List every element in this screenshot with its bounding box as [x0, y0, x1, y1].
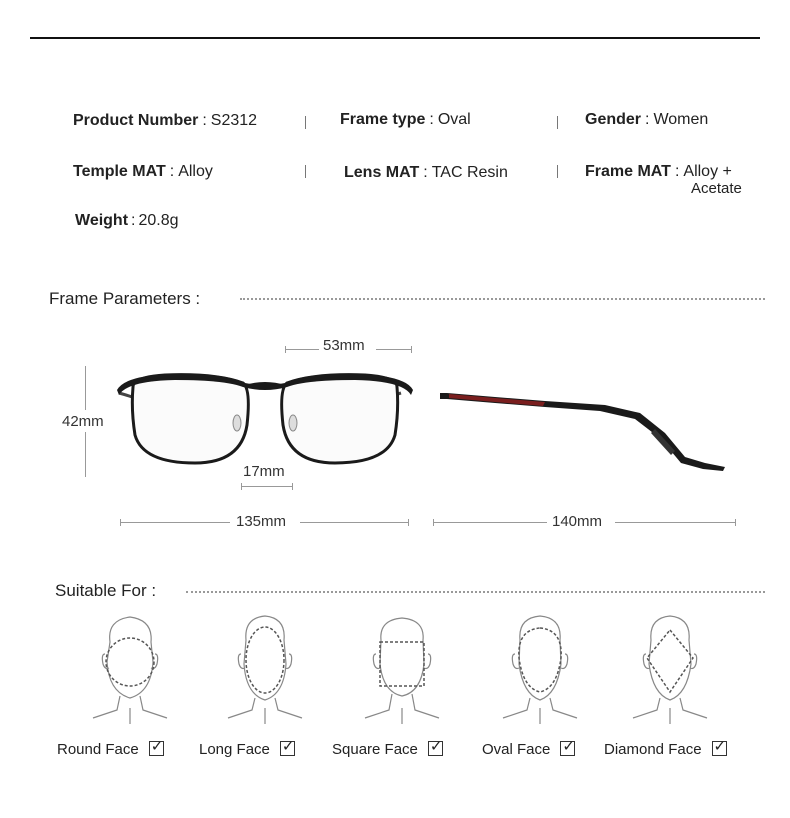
- face-label-round: Round Face✓: [57, 741, 164, 758]
- lens-width-label: 53mm: [323, 337, 365, 354]
- round-face-icon: [85, 612, 175, 727]
- spec-lens-mat: Lens MAT : TAC Resin: [344, 164, 508, 181]
- frame-width-label: 135mm: [236, 513, 287, 530]
- spec-frame-type: Frame type : Oval: [340, 111, 471, 128]
- spec-frame-mat: Frame MAT : Alloy +: [585, 163, 732, 180]
- dimension-line: [376, 349, 412, 350]
- face-label-square: Square Face✓: [332, 741, 443, 758]
- square-face-icon: [357, 612, 447, 727]
- dimension-tick: [285, 346, 286, 353]
- checkbox-checked-icon: [560, 741, 575, 756]
- dimension-tick: [408, 519, 409, 526]
- dimension-tick: [433, 519, 434, 526]
- spec-product-number: Product Number : S2312: [73, 112, 258, 129]
- dimension-line: [285, 349, 319, 350]
- spec-frame-mat-line2: Acetate: [691, 180, 742, 197]
- spec-temple-mat: Temple MAT : Alloy: [73, 163, 213, 180]
- spec-gender: Gender : Women: [585, 111, 709, 128]
- dimension-line: [85, 366, 86, 410]
- dotted-divider: [240, 298, 765, 300]
- glasses-front-image: [105, 365, 425, 475]
- glasses-side-image: [435, 385, 735, 480]
- dimension-tick: [735, 519, 736, 526]
- suitable-for-title: Suitable For :: [55, 581, 157, 600]
- spec-weight: Weight : 20.8g: [75, 212, 179, 229]
- lens-height-label: 42mm: [62, 413, 104, 430]
- spec-divider: [305, 116, 306, 129]
- long-face-icon: [220, 612, 310, 727]
- dimension-tick: [411, 346, 412, 353]
- temple-length-label: 140mm: [552, 513, 603, 530]
- dimension-line: [120, 522, 230, 523]
- top-divider: [30, 37, 760, 39]
- frame-parameters-title: Frame Parameters :: [49, 289, 201, 308]
- oval-face-icon: [495, 612, 585, 727]
- dimension-tick: [120, 519, 121, 526]
- dimension-tick: [292, 483, 293, 490]
- spec-divider: [557, 165, 558, 178]
- spec-divider: [305, 165, 306, 178]
- checkbox-checked-icon: [712, 741, 727, 756]
- dimension-tick: [241, 483, 242, 490]
- dimension-line: [300, 522, 408, 523]
- dotted-divider: [186, 591, 765, 593]
- diamond-face-icon: [625, 612, 715, 727]
- dimension-line: [433, 522, 547, 523]
- face-label-diamond: Diamond Face✓: [604, 741, 727, 758]
- checkbox-checked-icon: [149, 741, 164, 756]
- dimension-line: [85, 432, 86, 477]
- dimension-line: [615, 522, 735, 523]
- face-label-oval: Oval Face✓: [482, 741, 575, 758]
- dimension-line: [241, 486, 293, 487]
- checkbox-checked-icon: [280, 741, 295, 756]
- face-label-long: Long Face✓: [199, 741, 295, 758]
- spec-divider: [557, 116, 558, 129]
- bridge-width-label: 17mm: [243, 463, 285, 480]
- checkbox-checked-icon: [428, 741, 443, 756]
